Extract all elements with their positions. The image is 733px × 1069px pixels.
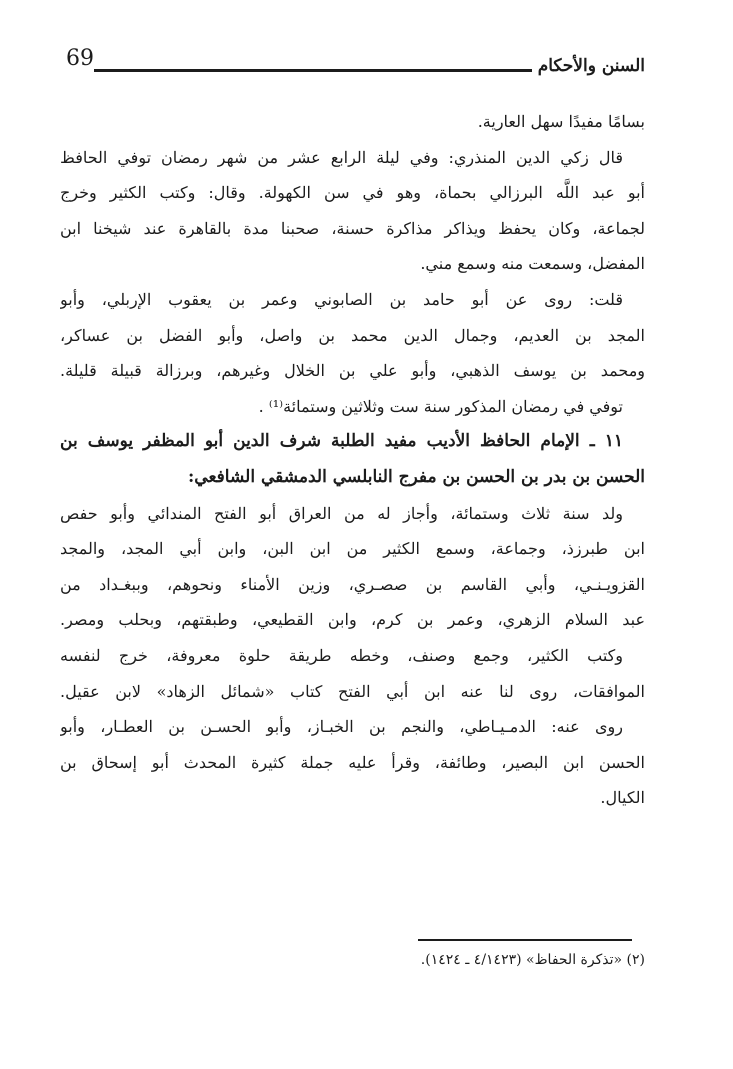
text-line: توفي في رمضان المذكور سنة ست وثلاثين وستمائة⁽¹⁾ .	[258, 396, 623, 416]
text-line: أبو عبد اللَّه البرزالي بحماة، وهو في سن الكهولة. وقال: وكتب الكثير وخرج	[60, 183, 645, 203]
text-line: المفضل، وسمعت منه وسمع مني.	[420, 254, 645, 274]
text-line: عبد السلام الزهري، وعمر بن كرم، وابن القطيعي، وطبقتهم، وبحلب ومصر.	[60, 610, 645, 630]
page-number: 69	[66, 46, 94, 71]
text-line: القزويـنـي، وأبي القاسم بن صصـري، وزين الأمناء ونحوهم، وببغـداد من	[60, 574, 645, 594]
text-line: لجماعة، وكان يحفظ ويذاكر مذاكرة حسنة، صحبنا مدة بالقاهرة عند شيخنا ابن	[60, 218, 645, 238]
text-line: الموافقات، روى لنا عنه ابن أبي الفتح كتاب «شمائل الزهاد» لابن عقيل.	[60, 681, 645, 701]
text-line: وكتب الكثير، وجمع وصنف، وخطه طريقة حلوة معروفة، خرج لنفسه	[60, 645, 623, 665]
header-rule	[94, 69, 532, 72]
footnote: (٢) «تذكرة الحفاظ» (٤/١٤٢٣ ـ ١٤٢٤).	[420, 952, 645, 968]
text-line: الكيال.	[600, 788, 645, 808]
text-line: قلت: روى عن أبو حامد بن الصابوني وعمر بن يعقوب الإربلي، وأبو	[60, 289, 623, 309]
text-line: روى عنه: الدمـيـاطي، والنجم بن الخبـاز، وأبو الحسـن بن العطـار، وأبو	[60, 717, 623, 737]
page-header	[60, 42, 645, 92]
entry-heading: الحسن بن بدر بن الحسن بن مفرج النابلسي الدمشقي الشافعي:	[188, 466, 645, 487]
text-line: ابن طبرزذ، وجماعة، وسمع الكثير من ابن البن، وابن أبي المجد، والمجد	[60, 539, 645, 559]
body-text	[60, 104, 645, 816]
text-line: المجد بن العديم، وجمال الدين محمد بن واصل، وأبو الفضل بن عساكر،	[60, 325, 645, 345]
text-line: الحسن ابن البصير، وطائفة، وقرأ عليه جملة كثيرة المحدث أبو إسحاق بن	[60, 752, 645, 772]
text-line: قال زكي الدين المنذري: وفي ليلة الرابع عشر من شهر رمضان توفي الحافظ	[60, 147, 623, 167]
text-line: بسامًا مفيدًا سهل العارية.	[477, 112, 645, 131]
text-line: ولد سنة ثلاث وستمائة، وأجاز له من العراق أبو الفتح المندائي وأبو حفص	[60, 503, 623, 523]
entry-heading: ١١ ـ الإمام الحافظ الأديب مفيد الطلبة شرف الدين أبو المظفر يوسف بن	[60, 431, 623, 452]
footnote-rule	[418, 939, 632, 941]
text-line: ومحمد بن يوسف الذهبي، وأبو علي بن الخلال وغيرهم، وبرزالة قبيلة قليلة.	[60, 361, 645, 381]
running-head: السنن والأحكام	[537, 56, 645, 76]
